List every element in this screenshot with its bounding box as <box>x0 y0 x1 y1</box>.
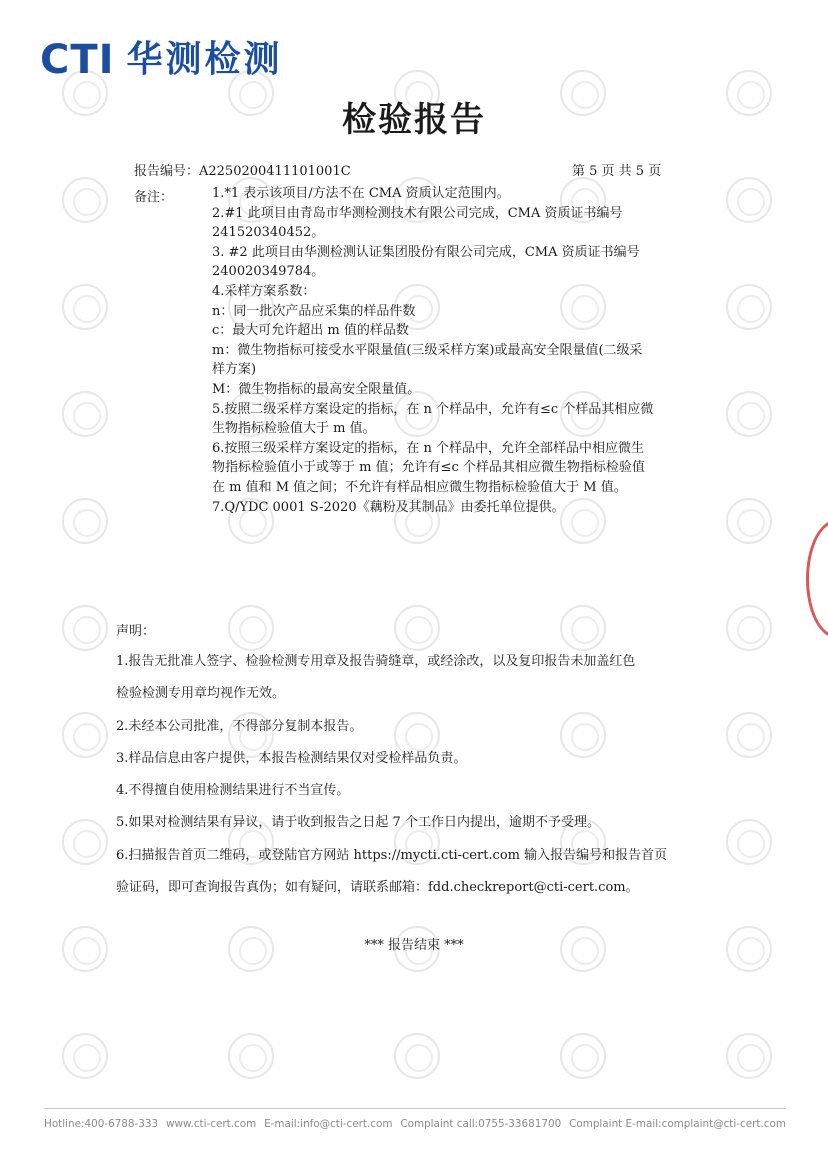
watermark-icon <box>62 1033 108 1079</box>
watermark-icon <box>394 605 440 651</box>
watermark-icon <box>62 605 108 651</box>
remark-line: 3. #2 此项目由华测检测认证集团股份有限公司完成，CMA 资质证书编号 <box>212 244 640 260</box>
remark-line: 物指标检验值小于或等于 m 值；允许有≤c 个样品其相应微生物指标检验值 <box>212 460 645 476</box>
footer-complaint-call: Complaint call:0755-33681700 <box>400 1118 562 1130</box>
watermark-icon <box>560 605 606 651</box>
watermark-icon <box>62 819 108 865</box>
statement-list <box>116 646 716 904</box>
remark-line: n：同一批次产品应采集的样品件数 <box>212 303 416 319</box>
statement-line: 检验检测专用章均视作无效。 <box>116 686 286 702</box>
remark-line: 241520340452。 <box>212 225 325 241</box>
watermark-icon <box>726 284 772 330</box>
logo-chinese-text: 华测检测 <box>126 39 283 80</box>
remarks-label: 备注： <box>134 190 174 205</box>
remark-line: 样方案) <box>212 362 257 378</box>
watermark-icon <box>726 391 772 437</box>
remark-line: 240020349784。 <box>212 264 325 280</box>
watermark-icon <box>726 605 772 651</box>
watermark-icon <box>228 605 274 651</box>
remark-line: 5.按照二级采样方案设定的指标，在 n 个样品中，允许有≤c 个样品其相应微 <box>212 401 654 417</box>
statement-line: 2.未经本公司批准，不得部分复制本报告。 <box>116 718 363 734</box>
remark-line: 生物指标检验值大于 m 值。 <box>212 421 376 437</box>
remark-line: M：微生物指标的最高安全限量值。 <box>212 381 421 397</box>
remark-line: 7.Q/YDC 0001 S-2020《藕粉及其制品》由委托单位提供。 <box>212 499 565 515</box>
watermark-icon <box>62 177 108 223</box>
footer-complaint-email: Complaint E-mail:complaint@cti-cert.com <box>569 1118 786 1130</box>
statement-line: 验证码，即可查询报告真伪；如有疑问，请联系邮箱：fdd.checkreport@cti-cert.com。 <box>116 880 639 896</box>
company-logo <box>40 37 283 83</box>
watermark-icon <box>560 1033 606 1079</box>
watermark-icon <box>62 284 108 330</box>
remark-line: 在 m 值和 M 值之间；不允许有样品相应微生物指标检验值大于 M 值。 <box>212 479 627 495</box>
logo-latin-text: CTI <box>40 37 115 83</box>
watermark-icon <box>62 712 108 758</box>
footer-website: www.cti-cert.com <box>166 1118 257 1130</box>
watermark-icon <box>726 498 772 544</box>
report-title: 检验报告 <box>342 100 486 140</box>
watermark-icon <box>228 1033 274 1079</box>
watermark-icon <box>62 498 108 544</box>
footer-hotline: Hotline:400-6788-333 <box>44 1118 159 1130</box>
remark-line: m：微生物指标可接受水平限量值(三级采样方案)或最高安全限量值(二级采 <box>212 342 643 358</box>
watermark-icon <box>726 712 772 758</box>
report-end-marker: *** 报告结束 *** <box>364 938 464 953</box>
watermark-icon <box>726 1033 772 1079</box>
remark-line: 1.*1 表示该项目/方法不在 CMA 资质认定范围内。 <box>212 186 510 201</box>
seal-stamp-icon <box>806 520 828 638</box>
remark-line: 4.采样方案系数： <box>212 283 316 299</box>
statement-line: 4.不得擅自使用检测结果进行不当宣传。 <box>116 783 350 799</box>
watermark-icon <box>62 391 108 437</box>
statement-line: 3.样品信息由客户提供，本报告检测结果仅对受检样品负责。 <box>116 750 467 766</box>
statement-line: 1.报告无批准人签字、检验检测专用章及报告骑缝章，或经涂改，以及复印报告未加盖红色 <box>116 654 636 669</box>
statement-line: 5.如果对检测结果有异议，请于收到报告之日起 7 个工作日内提出，逾期不予受理。 <box>116 815 600 831</box>
watermark-icon <box>726 177 772 223</box>
watermark-icon <box>726 819 772 865</box>
remark-line: 2.#1 此项目由青岛市华测检测技术有限公司完成，CMA 资质证书编号 <box>212 205 623 221</box>
statement-line: 6.扫描报告首页二维码，或登陆官方网站 https://mycti.cti-cert.com 输入报告编号和报告首页 <box>116 847 668 863</box>
footer <box>44 1118 786 1130</box>
footer-email: E-mail:info@cti-cert.com <box>264 1118 393 1130</box>
remark-line: 6.按照三级采样方案设定的指标，在 n 个样品中，允许全部样品中相应微生 <box>212 440 645 456</box>
footer-divider <box>44 1108 786 1109</box>
remarks-list <box>212 184 698 517</box>
statement-title: 声明： <box>116 624 156 639</box>
remark-line: c：最大可允许超出 m 值的样品数 <box>212 323 409 339</box>
watermark-icon <box>394 1033 440 1079</box>
report-number: 报告编号：A2250200411101001C <box>134 164 351 179</box>
page-indicator: 第 5 页 共 5 页 <box>572 164 662 179</box>
